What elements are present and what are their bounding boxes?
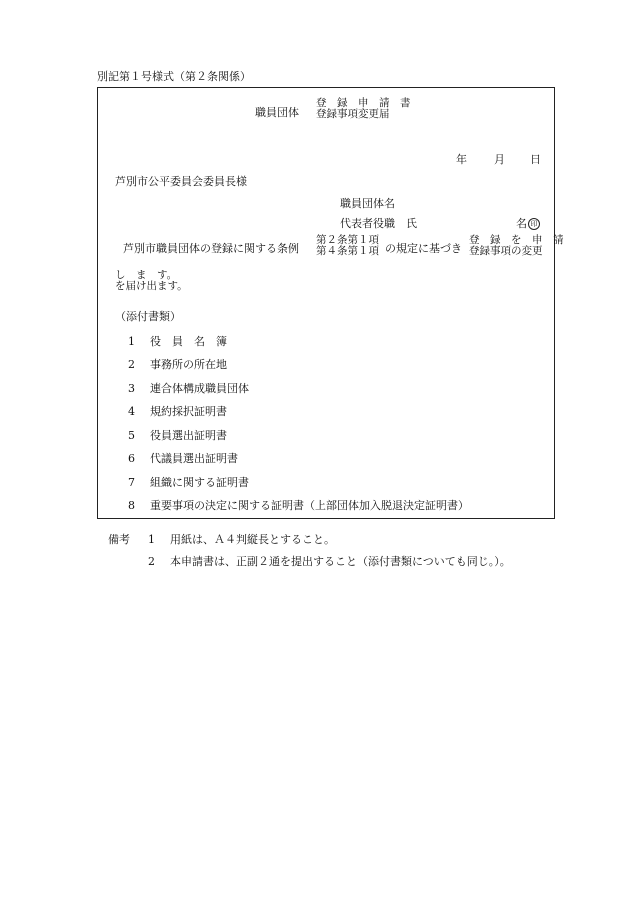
date-month: 月 [494, 153, 505, 166]
body-lead: 芦別市職員団体の登録に関する条例 [123, 242, 299, 255]
name-label: 名 [516, 217, 527, 230]
date-year: 年 [456, 153, 467, 166]
body-ending-2: を届け出ます。 [115, 280, 188, 292]
organization-name-label: 職員団体名 [340, 197, 395, 210]
date-day: 日 [530, 153, 541, 166]
body-middle: の規定に基づき [385, 242, 462, 255]
representative-label: 代表者役職 氏 [340, 217, 417, 230]
title-options [316, 98, 411, 120]
attachment-item: 4 規約採択証明書 [128, 405, 227, 418]
title-option-registration: 登 録 申 請 書 [316, 97, 411, 109]
note-item: 2 本申請書は、正副２通を提出すること（添付書類についても同じ。）。 [148, 555, 511, 568]
title-prefix: 職員団体 [255, 106, 299, 119]
attachment-item: 3 連合体構成職員団体 [128, 382, 249, 395]
note-item: 1 用紙は、Ａ４判縦長とすること。 [148, 533, 335, 546]
attachment-item: 7 組織に関する証明書 [128, 476, 249, 489]
title-option-change: 登録事項変更届 [316, 108, 390, 120]
body-articles [316, 235, 379, 257]
form-label: 別記第１号様式（第２条関係） [97, 70, 251, 83]
body-option-change: 登録事項の変更 [469, 245, 543, 257]
seal-icon: 印 [528, 218, 540, 230]
attachments-heading: （添付書類） [115, 310, 181, 323]
body-endings [115, 270, 188, 292]
notes-label: 備考 [108, 533, 130, 546]
body-article-2: 第４条第１項 [316, 245, 379, 257]
addressee: 芦別市公平委員会委員長様 [115, 175, 247, 188]
body-option-registration: 登 録 を 申 請 [469, 234, 564, 246]
body-ending-1: し ま す。 [115, 269, 178, 281]
attachment-item: 8 重要事項の決定に関する証明書（上部団体加入脱退決定証明書） [128, 499, 469, 512]
attachment-item: 1 役 員 名 簿 [128, 335, 227, 348]
representative-name-label [516, 215, 540, 231]
body-article-1: 第２条第１項 [316, 234, 379, 246]
attachment-item: 6 代議員選出証明書 [128, 452, 238, 465]
body-options [469, 235, 564, 257]
attachment-item: 2 事務所の所在地 [128, 358, 227, 371]
attachment-item: 5 役員選出証明書 [128, 429, 227, 442]
